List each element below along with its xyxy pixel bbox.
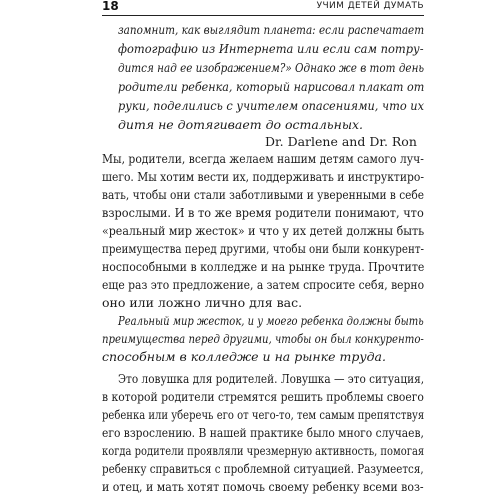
text-line: вать, чтобы они стали заботливыми и уверенными в себе bbox=[102, 187, 425, 202]
text-line: шего. Мы хотим вести их, поддерживать и инструктиро- bbox=[102, 169, 424, 184]
text-line: когда родители проявляли чрезмерную активность, помогая bbox=[102, 443, 425, 458]
quote-line: руки, поделились с учителем опасениями, что их bbox=[118, 98, 424, 113]
text-line: ребенку справиться с проблемной ситуацией. Разумеется, bbox=[102, 461, 424, 476]
text-line: в которой родители стремятся решить проблемы своего bbox=[102, 389, 424, 404]
text-line: носпособными в колледже и на рынке труда. Прочтите bbox=[102, 259, 425, 274]
text-line: Это ловушка для родителей. Ловушка — это ситуация, bbox=[118, 371, 425, 386]
page-number: 18 bbox=[102, 0, 119, 13]
statement-line: преимущества перед другими, чтобы он был конкуренто- bbox=[102, 331, 424, 346]
quote-line: дитя не дотягивает до остальных. bbox=[118, 117, 364, 132]
text-line: Мы, родители, всегда желаем нашим детям самого луч- bbox=[102, 151, 424, 166]
text-line: преимущества перед другими, чтобы они были конкурент- bbox=[102, 241, 425, 256]
statement-line: Реальный мир жесток, и у моего ребенка должны быть bbox=[118, 313, 424, 328]
text-line: оно или ложно лично для вас. bbox=[102, 295, 303, 310]
quote-line: запомнит, как выглядит планета: если распечатает bbox=[118, 22, 425, 37]
running-title: УЧИМ ДЕТЕЙ ДУМАТЬ bbox=[316, 1, 424, 11]
quote-line: фотографию из Интернета или если сам потру- bbox=[118, 41, 424, 56]
running-header bbox=[102, 0, 424, 16]
quote-line: родители ребенка, который нарисовал плакат от bbox=[118, 79, 425, 94]
quote-attribution: Dr. Darlene and Dr. Ron bbox=[265, 134, 417, 149]
text-line: «реальный мир жесток» и что у их детей должны быть bbox=[102, 223, 425, 238]
text-line: ребенка или уберечь его от чего-то, тем самым препятствуя bbox=[102, 407, 425, 422]
statement-line: способным в колледже и на рынке труда. bbox=[102, 349, 386, 364]
text-line: его взрослению. В нашей практике было много случаев, bbox=[102, 425, 424, 440]
text-line: и отец, и мать хотят помочь своему ребенку всеми воз- bbox=[102, 479, 424, 494]
quote-line: дится над ее изображением?» Однако же в тот день bbox=[118, 60, 425, 75]
text-line: взрослыми. И в то же время родители понимают, что bbox=[102, 205, 424, 220]
text-line: еще раз это предложение, а затем спросите себя, верно bbox=[102, 277, 425, 292]
